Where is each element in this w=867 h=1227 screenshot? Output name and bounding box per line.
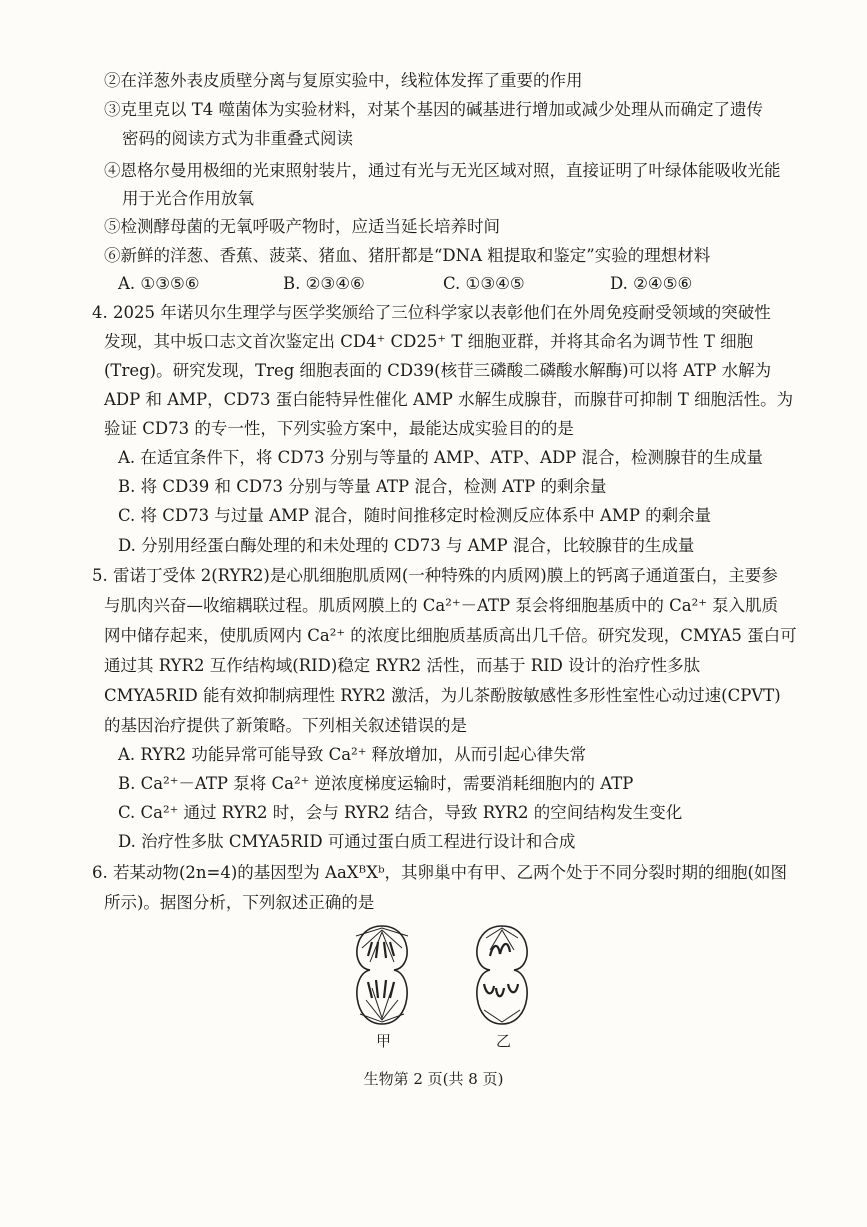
- q4-stem-line1: 4. 2025 年诺贝尔生理学与医学奖颁给了三位科学家以表彰他们在外周免疫耐受领域的突破性: [92, 303, 771, 322]
- q6-stem-line2: 所示)。据图分析，下列叙述正确的是: [104, 893, 375, 912]
- q4-option-c: C. 将 CD73 与过量 AMP 混合，随时间推移定时检测反应体系中 AMP 的剩余量: [118, 506, 712, 525]
- q5-stem-line6: 的基因治疗提供了新策略。下列相关叙述错误的是: [104, 716, 467, 735]
- q4-option-b: B. 将 CD39 和 CD73 分别与等量 ATP 混合，检测 ATP 的剩余量: [118, 477, 607, 496]
- q3-option-d: D. ②④⑤⑥: [610, 274, 693, 293]
- figure-label-jia: 甲: [376, 1032, 392, 1050]
- figure-label-yi: 乙: [496, 1032, 512, 1050]
- q5-stem-line2: 与肌肉兴奋—收缩耦联过程。肌质网膜上的 Ca²⁺－ATP 泵会将细胞基质中的 Ca²⁺ 泵入肌质: [104, 596, 779, 615]
- cell-division-figure: [0, 918, 867, 1050]
- q3-statement-4-line2: 用于光合作用放氧: [122, 189, 254, 208]
- q5-stem-line4: 通过其 RYR2 互作结构域(RID)稳定 RYR2 活性，而基于 RID 设计的治疗性多肽: [104, 656, 701, 675]
- q5-option-d: D. 治疗性多肽 CMYA5RID 可通过蛋白质工程进行设计和合成: [118, 832, 576, 851]
- q3-statement-6: ⑥新鲜的洋葱、香蕉、菠菜、猪血、猪肝都是“DNA 粗提取和鉴定”实验的理想材料: [104, 246, 711, 265]
- q3-statement-3-line1: ③克里克以 T4 噬菌体为实验材料，对某个基因的碱基进行增加或减少处理从而确定了遗传: [104, 100, 763, 119]
- q4-stem-line5: 验证 CD73 的专一性，下列实验方案中，最能达成实验目的的是: [104, 419, 574, 438]
- q3-statement-3-line2: 密码的阅读方式为非重叠式阅读: [122, 129, 353, 148]
- q5-option-c: C. Ca²⁺ 通过 RYR2 时，会与 RYR2 结合，导致 RYR2 的空间结构发生变化: [118, 803, 683, 822]
- cell-jia-diagram: [356, 926, 408, 1024]
- q3-statement-4-line1: ④恩格尔曼用极细的光束照射装片，通过有光与无光区域对照，直接证明了叶绿体能吸收光能: [104, 161, 781, 180]
- q5-stem-line5: CMYA5RID 能有效抑制病理性 RYR2 激活，为儿茶酚胺敏感性多形性室性心动过速(CPVT): [104, 686, 781, 705]
- q4-option-a: A. 在适宜条件下，将 CD73 分别与等量的 AMP、ATP、ADP 混合，检测腺苷的生成量: [118, 448, 764, 467]
- q4-stem-line3: (Treg)。研究发现，Treg 细胞表面的 CD39(核苷三磷酸二磷酸水解酶)可以将 ATP 水解为: [104, 361, 772, 380]
- cell-diagrams: [0, 918, 867, 1028]
- q3-statement-5: ⑤检测酵母菌的无氧呼吸产物时，应适当延长培养时间: [104, 217, 500, 236]
- q6-stem-line1: 6. 若某动物(2n=4)的基因型为 AaXᴮXᵇ，其卵巢中有甲、乙两个处于不同分裂时期的细胞(如图: [92, 863, 787, 882]
- q4-option-d: D. 分别用经蛋白酶处理的和未处理的 CD73 与 AMP 混合，比较腺苷的生成量: [118, 536, 695, 555]
- cell-yi-diagram: [477, 926, 527, 1024]
- q3-option-b: B. ②③④⑥: [283, 274, 365, 293]
- q4-stem-line2: 发现，其中坂口志文首次鉴定出 CD4⁺ CD25⁺ T 细胞亚群，并将其命名为调节性 T 细胞: [104, 332, 754, 351]
- q5-stem-line3: 网中储存起来，使肌质网内 Ca²⁺ 的浓度比细胞质基质高出几千倍。研究发现，CMYA5 蛋白可: [104, 626, 797, 645]
- q4-stem-line4: ADP 和 AMP，CD73 蛋白能特异性催化 AMP 水解生成腺苷，而腺苷可抑制 T 细胞活性。为: [104, 390, 794, 409]
- q5-option-b: B. Ca²⁺－ATP 泵将 Ca²⁺ 逆浓度梯度运输时，需要消耗细胞内的 ATP: [118, 774, 634, 793]
- page-footer: 生物第 2 页(共 8 页): [363, 1070, 504, 1088]
- q3-option-a: A. ①③⑤⑥: [118, 274, 200, 293]
- q3-statement-2: ②在洋葱外表皮质壁分离与复原实验中，线粒体发挥了重要的作用: [104, 71, 583, 90]
- q5-stem-line1: 5. 雷诺丁受体 2(RYR2)是心肌细胞肌质网(一种特殊的内质网)膜上的钙离子通道蛋白，主要参: [92, 566, 778, 585]
- q3-option-c: C. ①③④⑤: [443, 274, 525, 293]
- q5-option-a: A. RYR2 功能异常可能导致 Ca²⁺ 释放增加，从而引起心律失常: [118, 745, 587, 764]
